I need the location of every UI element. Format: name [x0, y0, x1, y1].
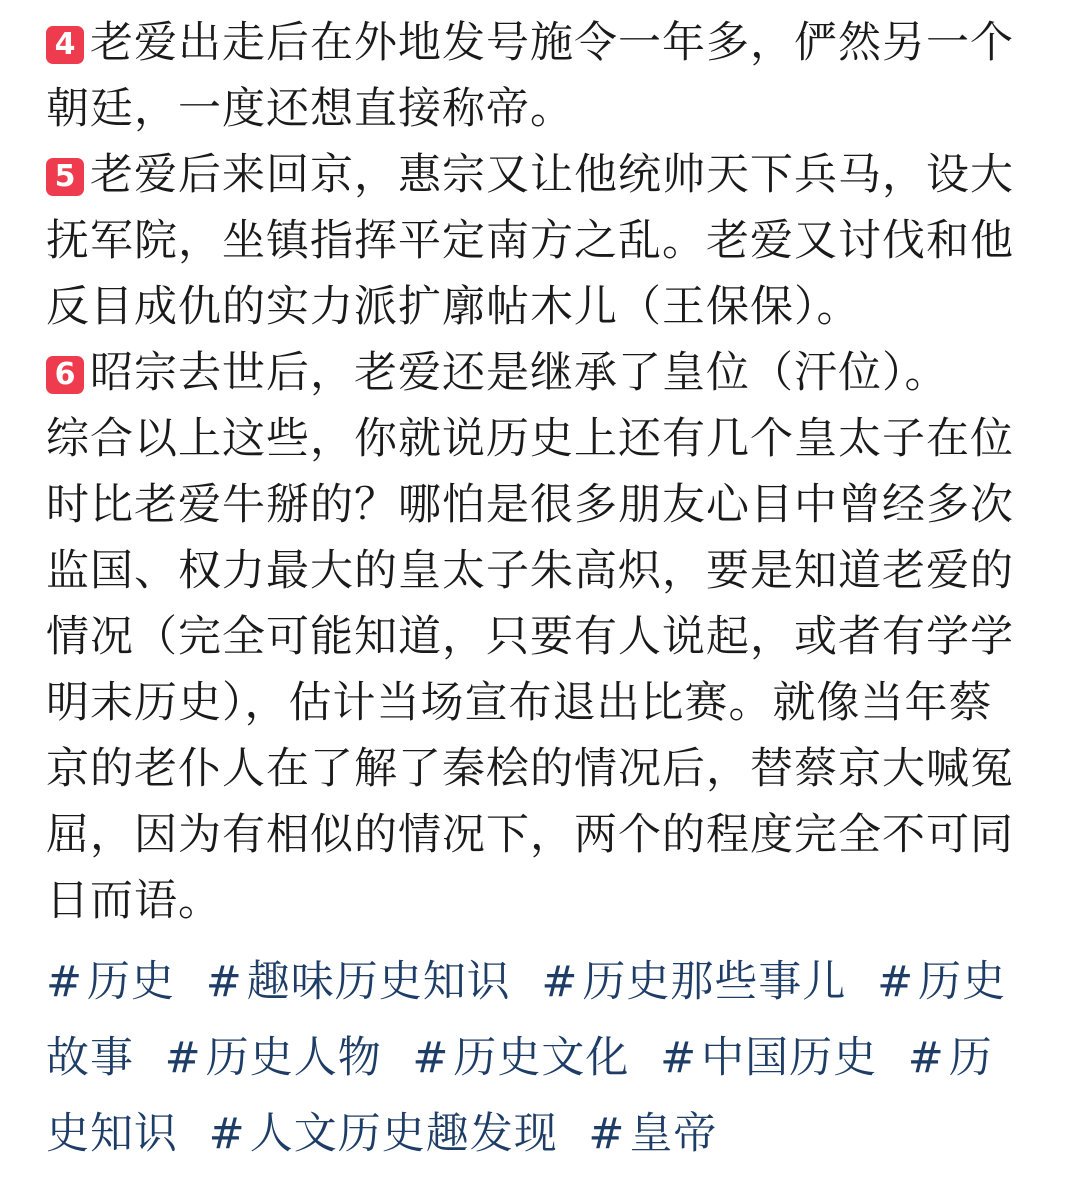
hashtag-label: 中国历史 — [701, 1033, 878, 1083]
hashtag-link[interactable] — [412, 1033, 629, 1083]
hashtag-link[interactable] — [588, 1109, 717, 1159]
hashtag-label: 历史文化 — [453, 1033, 630, 1083]
keycap-4-icon: 4 — [46, 26, 84, 64]
keycap-5-icon: 5 — [46, 158, 84, 196]
hash-icon: # — [541, 957, 579, 1007]
hashtag-link[interactable] — [46, 957, 175, 1007]
list-item-text: 昭宗去世后，老爱还是继承了皇位（汗位）。 — [90, 348, 949, 398]
post-content — [46, 10, 1036, 1172]
hashtag-link[interactable] — [541, 957, 846, 1007]
list-item-6 — [46, 340, 1036, 406]
hash-icon: # — [412, 1033, 450, 1083]
hash-icon: # — [907, 1033, 945, 1083]
hash-icon: # — [660, 1033, 698, 1083]
hashtag-link[interactable] — [209, 1109, 558, 1159]
keycap-6-icon: 6 — [46, 356, 84, 394]
hashtag-label: 人文历史趣发现 — [249, 1109, 558, 1159]
hash-icon: # — [877, 957, 915, 1007]
hash-icon: # — [208, 1109, 246, 1159]
hash-icon: # — [164, 1033, 202, 1083]
hashtag-list — [46, 944, 1036, 1172]
list-item-4 — [46, 10, 1036, 142]
hashtag-link[interactable] — [206, 957, 511, 1007]
hashtag-link[interactable] — [660, 1033, 877, 1083]
list-item-text: 老爱出走后在外地发号施令一年多，俨然另一个朝廷，一度还想直接称帝。 — [46, 18, 1014, 134]
hashtag-label: 趣味历史知识 — [246, 957, 511, 1007]
hashtag-label: 历史 — [87, 957, 176, 1007]
list-item-5 — [46, 142, 1036, 340]
hashtag-label: 历史故事 — [46, 957, 1007, 1083]
hashtag-label: 皇帝 — [629, 1109, 718, 1159]
hashtag-label: 历史人物 — [205, 1033, 382, 1083]
hashtag-link[interactable] — [165, 1033, 382, 1083]
hash-icon: # — [46, 957, 84, 1007]
list-item-text: 老爱后来回京，惠宗又让他统帅天下兵马，设大抚军院，坐镇指挥平定南方之乱。老爱又讨伐和他反目成仇的实力派扩廓帖木儿（王保保）。 — [46, 150, 1014, 332]
conclusion-paragraph: 综合以上这些，你就说历史上还有几个皇太子在位时比老爱牛掰的？哪怕是很多朋友心目中曾经多次监国、权力最大的皇太子朱高炽，要是知道老爱的情况（完全可能知道，只要有人说起，或者有学学明末历史），估计当场宣布退出比赛。就像当年蔡京的老仆人在了解了秦桧的情况后，替蔡京大喊冤屈，因为有相似的情况下，两个的程度完全不可同日而语。 — [46, 414, 1014, 926]
hashtag-label: 历史那些事儿 — [582, 957, 847, 1007]
hashtag-label: 历史知识 — [46, 1033, 993, 1159]
hash-icon: # — [588, 1109, 626, 1159]
hash-icon: # — [205, 957, 243, 1007]
